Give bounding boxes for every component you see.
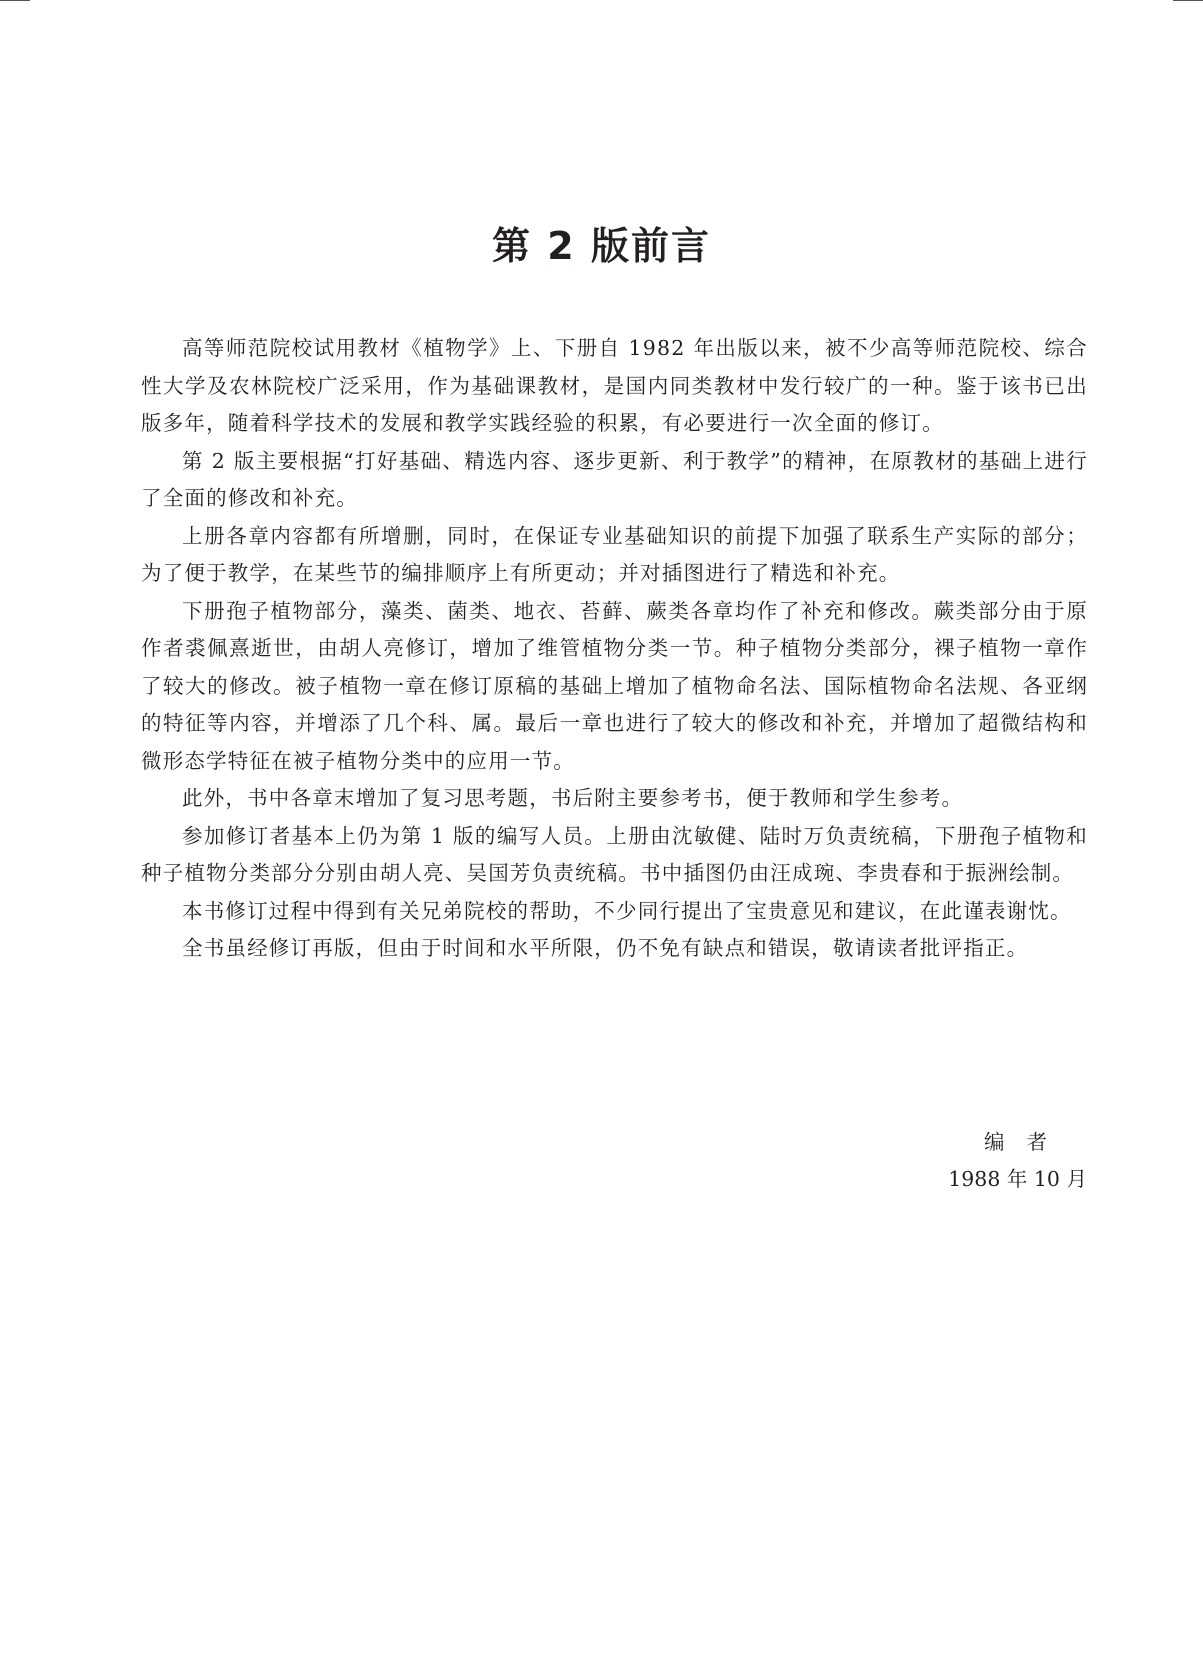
preface-paragraph: 上册各章内容都有所增删，同时，在保证专业基础知识的前提下加强了联系生产实际的部分；为了便于教学，在某些节的编排顺序上有所更动；并对插图进行了精选和补充。 xyxy=(141,523,1088,585)
signoff-date: 1988 年 10 月 xyxy=(948,1167,1087,1191)
signoff xyxy=(948,1124,1087,1198)
crop-mark-left xyxy=(0,0,30,1)
preface-paragraph: 此外，书中各章末增加了复习思考题，书后附主要参考书，便于教师和学生参考。 xyxy=(182,786,964,810)
preface-paragraph: 参加修订者基本上仍为第 1 版的编写人员。上册由沈敏健、陆时万负责统稿，下册孢子植物和种子植物分类部分分别由胡人亮、吴国芳负责统稿。书中插图仍由汪成琬、李贵春和于振洲绘制。 xyxy=(141,823,1088,885)
preface-paragraph: 全书虽经修订再版，但由于时间和水平所限，仍不免有缺点和错误，敬请读者批评指正。 xyxy=(182,936,1029,960)
preface-paragraph: 下册孢子植物部分，藻类、菌类、地衣、苔藓、蕨类各章均作了补充和修改。蕨类部分由于原作者裘佩熹逝世，由胡人亮修订，增加了维管植物分类一节。种子植物分类部分，裸子植物一章作了较大的修改。被子植物一章在修订原稿的基础上增加了植物命名法、国际植物命名法规、各亚纲的特征等内容，并增添了几个科、属。最后一章也进行了较大的修改和补充，并增加了超微结构和微形态学特征在被子植物分类中的应用一节。 xyxy=(141,598,1088,773)
page-title: 第 2 版前言 xyxy=(492,224,711,268)
signoff-editor: 编者 xyxy=(984,1130,1069,1154)
preface-paragraph: 第 2 版主要根据“打好基础、精选内容、逐步更新、利于教学”的精神，在原教材的基础上进行了全面的修改和补充。 xyxy=(141,448,1088,510)
crop-mark-right xyxy=(1173,0,1203,1)
preface-paragraph: 本书修订过程中得到有关兄弟院校的帮助，不少同行提出了宝贵意见和建议，在此谨表谢忱。 xyxy=(182,898,1072,923)
preface-paragraph: 高等师范院校试用教材《植物学》上、下册自 1982 年出版以来，被不少高等师范院校、综合性大学及农林院校广泛采用，作为基础课教材，是国内同类教材中发行较广的一种。鉴于该书已出版多年，随着科学技术的发展和教学实践经验的积累，有必要进行一次全面的修订。 xyxy=(141,336,1088,435)
preface-body xyxy=(141,330,1088,968)
